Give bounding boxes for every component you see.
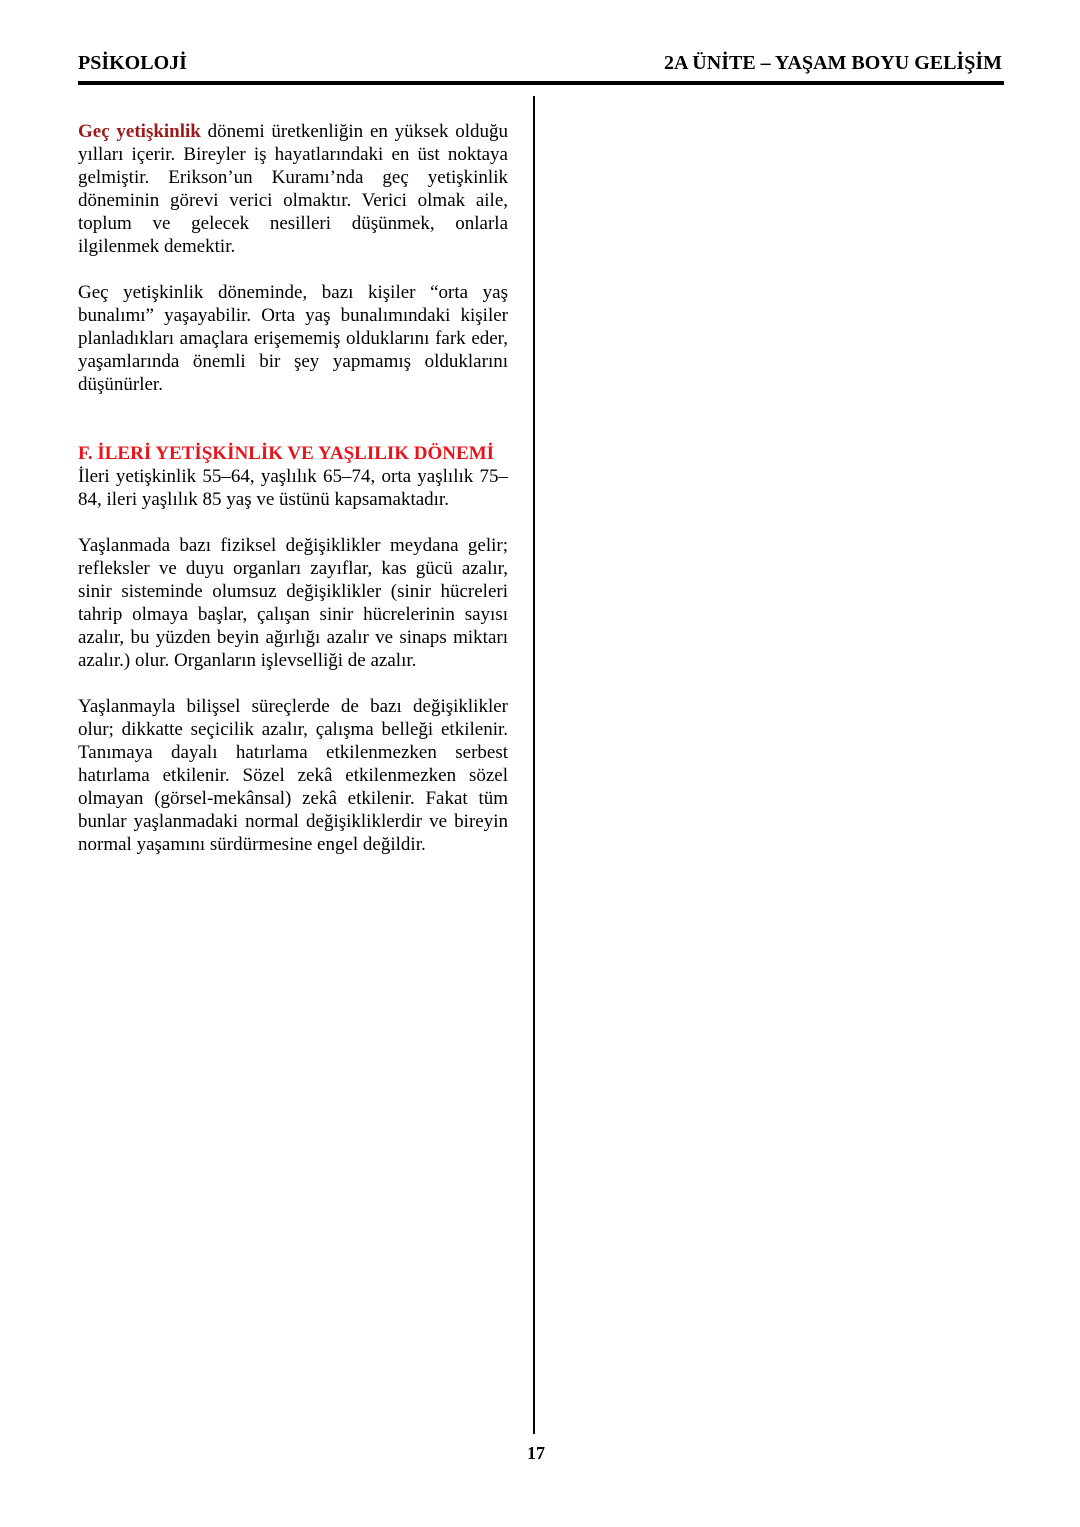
paragraph-age-ranges: İleri yetişkinlik 55–64, yaşlılık 65–74, orta yaşlılık 75–84, ileri yaşlılık 85 yaş ve üstünü kapsamaktadır.: [78, 466, 508, 510]
paragraph-physical-changes: Yaşlanmada bazı fiziksel değişiklikler meydana gelir; refleksler ve duyu organları zayıflar, kas gücü azalır, sinir sisteminde olumsuz değişiklikler (sinir hücreleri tahrip olmaya başlar, çalışan sinir hücrelerinin sayısı azalır, bu yüzden beyin ağırlığı azalır ve sinaps miktarı azalır.) olur. Organların işlevselliği de azalır.: [78, 535, 508, 671]
paragraph-text: dönemi üretkenliğin en yüksek olduğu yılları içerir. Bireyler iş hayatlarındaki en üst noktaya gelmiştir. Erikson’un Kuramı’nda geç yetişkinlik döneminin görevi verici olmaktır. Verici olmak aile, toplum ve gelecek nesilleri düşünmek, onlarla ilgilenmek demektir.: [78, 121, 508, 257]
paragraph-late-adulthood: [78, 120, 508, 258]
page-number: 17: [527, 1443, 545, 1463]
left-column: [78, 120, 508, 856]
term-late-adulthood: Geç yetişkinlik: [78, 121, 201, 142]
column-divider: [533, 96, 535, 1434]
page-header: [78, 50, 1002, 80]
header-divider: [78, 81, 1004, 85]
unit-title: 2A ÜNİTE – YAŞAM BOYU GELİŞİM: [663, 52, 1002, 74]
course-title: PSİKOLOJİ: [78, 52, 187, 74]
paragraph-midlife-crisis: Geç yetişkinlik döneminde, bazı kişiler “orta yaş bunalımı” yaşayabilir. Orta yaş bunalımındaki kişiler planladıkları amaçlara erişememiş olduklarını fark eder, yaşamlarında önemli bir şey yapmamış olduklarını düşünürler.: [78, 282, 508, 395]
paragraph-cognitive-changes: Yaşlanmayla bilişsel süreçlerde de bazı değişiklikler olur; dikkatte seçicilik azalır, çalışma belleği etkilenir. Tanımaya dayalı hatırlama etkilenmezken serbest hatırlama etkilenir. Sözel zekâ etkilenmezken sözel olmayan (görsel-mekânsal) zekâ etkilenir. Fakat tüm bunlar yaşlanmadaki normal değişikliklerdir ve bireyin normal yaşamını sürdürmesine engel değildir.: [78, 696, 508, 855]
section-heading: F. İLERİ YETİŞKİNLİK VE YAŞLILIK DÖNEMİ: [78, 443, 495, 464]
